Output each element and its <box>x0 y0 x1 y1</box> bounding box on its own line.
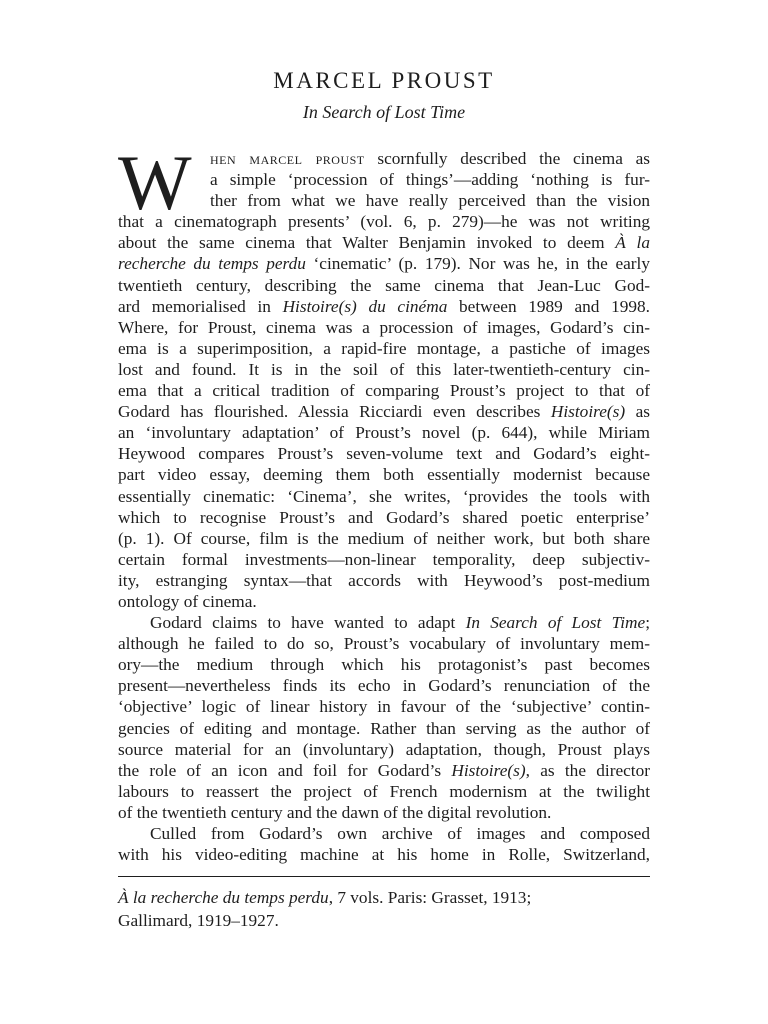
text-run: ‘cinematic’ (p. 179). Nor was he, in the early <box>305 254 650 274</box>
footnote <box>118 886 650 932</box>
text-line <box>118 148 650 169</box>
text-line <box>118 696 650 717</box>
text-run: Godard claims to have wanted to adapt <box>150 613 466 633</box>
text-run: Culled from Godard’s own archive of images and composed <box>150 824 650 843</box>
text-run: , as the director <box>525 760 650 780</box>
text-line <box>118 169 650 190</box>
text-run: labours to reassert the project of French modernism at the twilight <box>118 781 650 801</box>
text-line <box>118 253 650 274</box>
text-line <box>118 232 650 253</box>
text-run: a simple ‘procession of things’—adding ‘nothing is fur- <box>210 170 650 190</box>
text-line <box>118 823 650 844</box>
text-run: ard memorialised in <box>118 296 283 316</box>
page-subtitle: In Search of Lost Time <box>302 102 466 122</box>
text-line <box>118 507 650 528</box>
footnote-rule <box>118 876 650 877</box>
article-body <box>118 139 651 865</box>
text-line <box>118 718 650 739</box>
text-line <box>118 760 650 781</box>
text-run: gencies of editing and montage. Rather than serving as the author of <box>118 718 650 738</box>
text-line <box>118 486 650 507</box>
text-line <box>118 464 650 485</box>
text-run: about the same cinema that Walter Benjamin invoked to deem <box>118 233 616 253</box>
text-run: an ‘involuntary adaptation’ of Proust’s novel (p. 644), while Miriam <box>118 423 650 443</box>
italic-text: À la <box>615 233 650 253</box>
text-run: , 7 vols. Paris: Grasset, 1913; <box>328 888 532 907</box>
text-line <box>118 422 650 443</box>
text-run: Heywood compares Proust’s seven-volume text and Godard’s eight- <box>118 444 650 464</box>
text-run: as <box>625 402 651 422</box>
text-run: ; <box>645 613 650 633</box>
italic-text: Histoire(s) <box>451 760 526 780</box>
text-run: that a cinematograph presents’ (vol. 6, p. 279)—he was not writing <box>118 212 650 232</box>
text-run: scornfully described the cinema as <box>364 149 650 168</box>
text-line <box>118 654 650 675</box>
text-line <box>118 739 650 760</box>
text-run: ity, estranging syntax—that accords with Heywood’s post-medium <box>118 570 650 590</box>
footnote-line <box>118 909 650 932</box>
text-run: Where, for Proust, cinema was a procession of images, Godard’s cin- <box>118 317 650 337</box>
text-line <box>118 401 650 422</box>
text-run: ory—the medium through which his protagonist’s past becomes <box>118 655 650 675</box>
italic-text: À la recherche du temps perdu <box>118 888 329 907</box>
page-title: MARCEL PROUST <box>273 68 495 93</box>
text-line <box>118 190 650 211</box>
text-run: Gallimard, 1919–1927. <box>118 911 279 930</box>
text-line <box>118 338 650 359</box>
text-line <box>118 802 650 823</box>
text-line <box>118 549 650 570</box>
footnote-line <box>118 886 650 909</box>
text-line <box>118 675 650 696</box>
italic-text: Histoire(s) du cinéma <box>282 296 448 316</box>
text-run: which to recognise Proust’s and Godard’s shared poetic enterprise’ <box>118 507 650 527</box>
text-line <box>118 359 650 380</box>
text-line <box>118 844 650 865</box>
text-run: essentially cinematic: ‘Cinema’, she writes, ‘provides the tools with <box>118 486 650 506</box>
text-run: of the twentieth century and the dawn of the digital revolution. <box>118 802 552 822</box>
text-run: twentieth century, describing the same cinema that Jean-Luc God- <box>118 275 650 295</box>
text-run: Godard has flourished. Alessia Ricciardi even describes <box>118 402 551 422</box>
text-run: (p. 1). Of course, film is the medium of neither work, but both share <box>118 528 650 548</box>
text-line <box>118 781 650 802</box>
text-line <box>118 296 650 317</box>
text-line <box>118 211 650 232</box>
text-run: ema that a critical tradition of comparing Proust’s project to that of <box>118 381 650 401</box>
text-run: with his video-editing machine at his home in Rolle, Switzerland, <box>118 845 650 865</box>
italic-text: In Search of Lost Time <box>465 613 646 633</box>
text-run: ‘objective’ logic of linear history in favour of the ‘subjective’ contin- <box>118 697 650 717</box>
text-run: present—nevertheless finds its echo in Godard’s renunciation of the <box>118 676 650 696</box>
text-line <box>118 570 650 591</box>
text-run: source material for an (involuntary) adaptation, though, Proust plays <box>118 739 650 759</box>
text-line <box>118 528 650 549</box>
text-run: although he failed to do so, Proust’s vocabulary of involuntary mem- <box>118 634 650 654</box>
text-run: ther from what we have really perceived than the vision <box>210 191 650 211</box>
text-line <box>118 612 650 633</box>
text-run: part video essay, deeming them both essentially modernist because <box>118 465 650 485</box>
text-run: the role of an icon and foil for Godard’s <box>118 760 452 780</box>
text-line <box>118 275 650 296</box>
small-caps-text: hen marcel proust <box>210 149 365 168</box>
italic-text: recherche du temps perdu <box>118 254 306 274</box>
text-line <box>118 591 650 612</box>
italic-text: Histoire(s) <box>550 402 626 422</box>
text-line <box>118 380 650 401</box>
text-run: ontology of cinema. <box>118 591 257 611</box>
text-line <box>118 633 650 654</box>
drop-cap: W <box>118 139 192 226</box>
text-run: certain formal investments—non-linear temporality, deep subjectiv- <box>118 549 650 569</box>
text-run: lost and found. It is in the soil of this later-twentieth-century cin- <box>118 359 650 379</box>
text-line <box>118 443 650 464</box>
text-line <box>118 317 650 338</box>
text-run: between 1989 and 1998. <box>447 296 650 316</box>
text-run: ema is a superimposition, a rapid-fire montage, a pastiche of images <box>118 338 650 358</box>
